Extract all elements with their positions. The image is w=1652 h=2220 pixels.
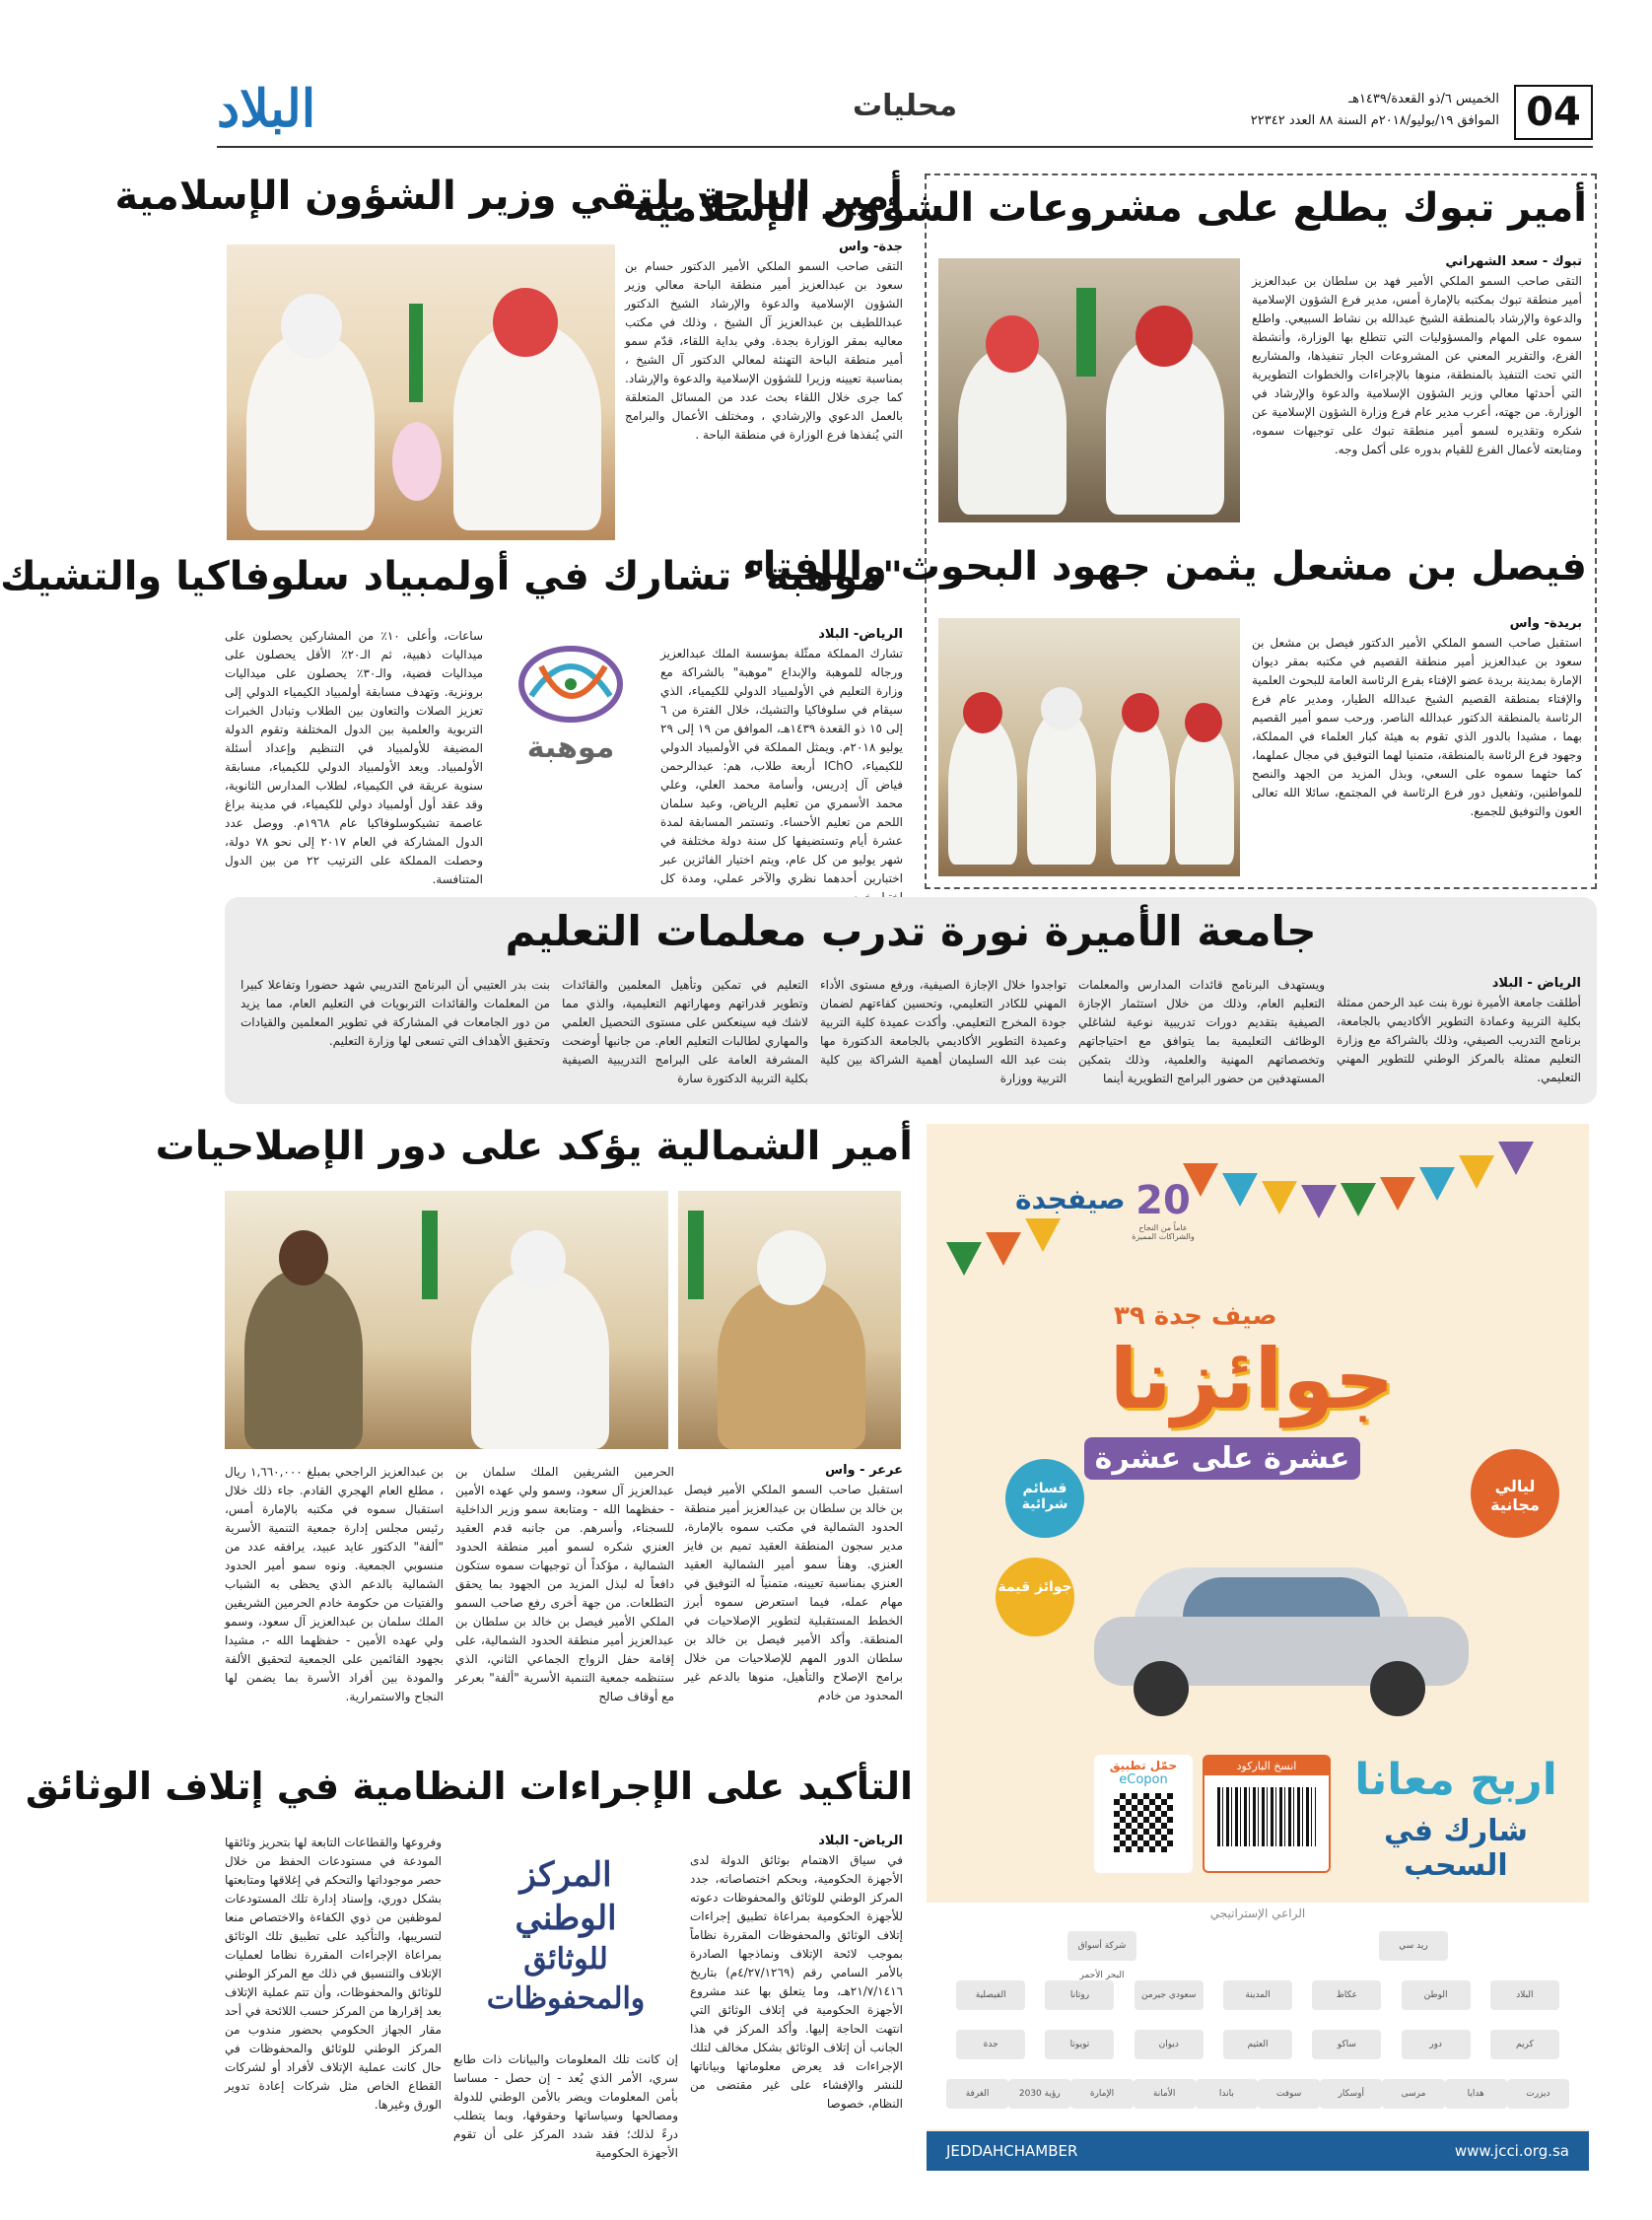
barcode-icon [1217,1787,1316,1846]
wathaeq-headline[interactable]: التأكيد على الإجراءات النظامية في إتلاف الوثائق [25,1765,913,1808]
ad-website[interactable]: www.jcci.org.sa [1454,2142,1569,2160]
ad-subtitle: عشرة على عشرة [1084,1437,1360,1480]
baha-body [625,240,903,545]
shamalia-col-3 [225,1463,444,1759]
ad-sponsors-panel [927,1903,1589,2129]
sponsor-logo[interactable]: هدايا [1445,2079,1507,2109]
sponsor-row-4 [946,2072,1569,2116]
wathaeq-logo-line2: الوطني [515,1899,617,1938]
dateline [1251,89,1499,132]
ad-slogan-1: اربح معانا [1354,1755,1557,1805]
sponsor-logo[interactable]: ديوان [1135,2030,1204,2059]
sponsor-logo[interactable]: سعودي جيرمن [1135,1980,1204,2010]
newspaper-logo[interactable]: البلاد [217,79,316,139]
mawhiba-headline[interactable]: "موهبة" تشارك في أولمبياد سلوفاكيا والتشيك [0,554,903,599]
noura-col-1 [1337,976,1581,1094]
ad-sponsors-title: الراعي الإستراتيجي [1209,1907,1306,1920]
noura-text-1: أطلقت جامعة الأميرة نورة بنت عبد الرحمن ممثلة بكلية التربية وعمادة التطوير الأكاديمي بالجامعة، برنامج التدريب الصيفي، وذلك بالشراكة مع وزارة التعليم ممثلة بالمركز الوطني للتطوير المهني التعليمي. [1337,996,1581,1084]
sponsor-logo[interactable]: الوطن [1402,1980,1471,2010]
shamalia-photo-1[interactable] [678,1191,901,1449]
sponsor-logo[interactable]: الإمارة [1070,2079,1133,2109]
tabuk-text: التقى صاحب السمو الملكي الأمير فهد بن سلطان بن عبدالعزيز أمير منطقة تبوك بمكتبه بالإمارة أمس، مدير فرع الشؤون الإسلامية والدعوة والإرشاد بالمنطقة الشيخ عبدالله بن نشاط السبيعي. واطلع سموه على المهام والمسؤوليات التي تتطلع بها الوزارة، وأنشطة الفرع، والتقرير المعني عن المشروعات الجار تنفيذها، والمشاريع التي تحت التنفيذ بالمنطقة، منوها بالإجراءات والخطوات التطويرية التي أحدثها معالي وزير الشؤون الإسلامية والدعوة والإرشاد في الوزارة. من جهته، أعرب مدير عام فرع وزارة الشؤون الإسلامية عن شكره وتقديره لسمو أمير منطقة تبوك على توجيهات سموه، ومتابعته لأعمال الفرع للقيام بدوره على أكمل وجه. [1252,274,1582,456]
ad-footer [927,2131,1589,2171]
faisal-byline: بريدة- واس [1509,616,1582,631]
noura-col-4 [562,976,808,1094]
baha-headline[interactable]: أمير الباحة يلتقي وزير الشؤون الإسلامية [114,173,903,219]
mawhiba-logo-text: موهبة [526,730,615,765]
faisal-photo[interactable] [938,618,1240,876]
ad-tag-nights: ليالي مجانية [1471,1449,1559,1538]
wathaeq-logo-line4: والمحفوظات [486,1981,646,2016]
noura-headline[interactable]: جامعة الأميرة نورة تدرب معلمات التعليم [505,907,1317,955]
tabuk-body [1252,254,1582,522]
ad-tag-prizes: جوائز قيمة [996,1558,1074,1636]
sponsor-logo[interactable]: باندا [1196,2079,1258,2109]
sponsor-logo[interactable]: ريد سي [1379,1931,1448,1961]
ad-app-name: eCopon [1119,1772,1168,1787]
wathaeq-col-3 [225,1834,442,2171]
sponsor-logo[interactable]: الأمانة [1134,2079,1196,2109]
sponsor-logo[interactable]: ديزرت [1507,2079,1569,2109]
shamalia-headline[interactable]: أمير الشمالية يؤكد على دور الإصلاحيات [155,1124,913,1169]
section-title: محليات [852,89,958,123]
sponsor-logo[interactable]: مرسى [1382,2079,1444,2109]
ad-app-label: حمّل تطبيق [1109,1759,1178,1772]
shamalia-photo-2[interactable] [225,1191,668,1449]
noura-text-4: التعليم في تمكين وتأهيل المعلمين والقائدات وتطوير قدراتهم ومهاراتهم التعليمية، والذي مما لاشك فيه سينعكس على مستوى التحصيل العلمي والمهاري لطالبات التعليم العام. من جانبها أوضحت المشرفة العامة على البرامج التدريبية الصيفية بكلية التربية الدكتورة سارة [562,978,808,1085]
ad-tag-coupons: قسائم شرائية [1005,1459,1084,1538]
sponsor-logo[interactable]: عكاظ [1312,1980,1381,2010]
noura-text-5: بنت بدر العتيبي أن البرنامج التدريبي شهد حضورا وتفاعلا كبيرا من المعلمات والقائدات التربويات في التعليم العام، مما يزيد من دور الجامعات في المشاركة في تطوير المعلمين والقيادات وتحقيق الأهداف التي تسعى لها وزارة التعليم. [241,978,550,1048]
sponsor-logo[interactable]: أوسكار [1320,2079,1382,2109]
sponsor-logo[interactable]: روتانا [1045,1980,1114,2010]
sponsor-logo[interactable]: رؤية 2030 [1008,2079,1070,2109]
shamalia-text-1: استقبل صاحب السمو الملكي الأمير فيصل بن خالد بن سلطان بن عبدالعزيز أمير منطقة الحدود الشمالية في مكتب سموه بالإمارة، مدير سجون المنطقة العقيد تميم بن فايز العنزي. وهنأ سمو أمير الشمالية العقيد العنزي بمناسبة تعيينه، متمنياً له التوفيق في مهام عمله، فيما استعرض سموه أبرز الخطط المستقبلية لتطوير الإصلاحيات في المنطقة. وأكد الأمير فيصل بن خالد بن سلطان الدور المهم للإصلاحيات من خلال برامج الإصلاح والتأهيل، منوها بالدعم غير المحدود من خادم [684,1483,903,1702]
wathaeq-byline: الرياض- البلاد [818,1834,903,1848]
ad-edition: صيف جدة ٣٩ [1114,1301,1277,1331]
shamalia-col-2 [455,1463,674,1759]
wathaeq-text-3: وفروعها والقطاعات التابعة لها بتحريز وثائقها المودعة في مستودعات الحفظ من خلال حصر موجوداتها والتحكم في إغلاقها ومتابعتها بشكل دوري، وإسناد إدارة تلك المستودعات لموظفين من ذوي الكفاءة والاختصاص منعا لتسريبها، والتأكيد على تطبيق تلك الوثائق بمراعاة الإجراءات المقررة نظاما لعمليات الإتلاف والتنسيق في ذلك مع المركز الوطني للوثائق والمحفوظات، وأن تتم عملية الإتلاف بعد إقرارها من المركز حسب اللائحة في أحد مقار الجهاز الحكومي بحضور مندوب من المركز الوطني للوثائق والمحفوظات في حال كانت عملية الإتلاف لأفراد أو لشركات القطاع الخاص مثل شركات إعادة تدوير الورق وغيرها. [225,1836,442,2112]
sponsor-row-1 [946,1924,1569,1980]
ad-barcode[interactable] [1203,1755,1331,1873]
tabuk-photo[interactable] [938,258,1240,522]
sponsor-logo[interactable]: دور [1402,2030,1471,2059]
faisal-headline[interactable]: فيصل بن مشعل يثمن جهود البحوث والإفتاء [742,544,1587,590]
shamalia-col-1 [684,1463,903,1759]
baha-byline: جدة- واس [839,240,903,254]
date-hijri: الخميس ٦/ذو القعدة/١٤٣٩هـ [1348,92,1499,106]
sponsor-logo[interactable]: كريم [1490,2030,1559,2059]
car-illustration [1094,1548,1469,1715]
wathaeq-logo[interactable] [453,1853,678,2041]
ad-slogan-2: شارك في السحب [1384,1814,1528,1883]
ad-badge-text: عاماً من النجاح والشراكات المميزة [1132,1223,1195,1241]
shamalia-byline: عرعر - واس [825,1463,903,1478]
ad-app[interactable] [1094,1755,1193,1873]
noura-col-2 [1078,976,1325,1094]
tabuk-headline[interactable]: أمير تبوك يطلع على مشروعات الشؤون الإسلامية [632,185,1587,231]
faisal-text: استقبل صاحب السمو الملكي الأمير الدكتور فيصل بن مشعل بن سعود بن عبدالعزيز أمير منطقة القصيم في مكتبه بمقر ديوان الإمارة بمدينة بريدة عضو الإفتاء بفرع الرئاسة العامة للبحوث العلمية والإفتاء بمنطقة القصيم الشيخ عبدالله الطيار، ومدير عام فرع الرئاسة بالمنطقة الدكتور عبدالله الناصر. ورحب سمو أمير القصيم بهما ، مشيدا بالدور الذي تقوم به هيئة كبار العلماء في المملكة، وجهود فرع الرئاسة بالمنطقة، متمنيا لهما التوفيق في مجال عملهما، كما حثهما سموه على السعي، وبذل المزيد من الجهد والنصح للمواطنين، وتفعيل دور فرع الرئاسة في المجتمع، سائلا الله تعالى العون والتوفيق للجميع. [1252,636,1582,818]
noura-byline: الرياض - البلاد [1491,976,1581,991]
noura-text-3: تواجدوا خلال الإجازة الصيفية، ورفع مستوى الأداء المهني للكادر التعليمي، وتحسين كفاءتهم لضمان جودة المخرج التعليمي. وأكدت عميدة كلية التربية وعميدة التطوير الأكاديمي بالجامعة الدكتورة مها بنت عبد الله السليمان أهمية الشراكة بين كلية التربية ووزارة [820,978,1067,1085]
mawhiba-body-right [660,627,903,885]
mawhiba-body-left [225,627,483,885]
wathaeq-logo-line1: المركز [519,1855,612,1895]
sponsor-logo[interactable]: سوفت [1258,2079,1320,2109]
ad-barcode-label: انسخ الباركود [1205,1757,1329,1775]
baha-text: التقى صاحب السمو الملكي الأمير الدكتور حسام بن سعود بن عبدالعزيز أمير منطقة الباحة معالي وزير الشؤون الإسلامية والدعوة والإرشاد الشيخ الدكتور عبداللطيف بن عبدالعزيز آل الشيخ ، وذلك في مكتب معاليه بمقر الوزارة بجدة. وفي بداية اللقاء، قدّم سمو أمير منطقة الباحة التهنئة لمعالي الدكتور آل الشيخ ، بمناسبة تعيينه وزيرا للشؤون الإسلامية والدعوة والإرشاد. كما جرى خلال اللقاء بحث عدد من المسائل المتعلقة بالعمل الدعوي والإرشادي ، ومختلف الأعمال والبرامج التي يُنفذها فرع الوزارة في منطقة الباحة . [625,259,903,442]
ad-anniversary-badge [1124,1178,1203,1241]
mawhiba-logo[interactable] [497,637,645,765]
noura-col-3 [820,976,1067,1094]
qr-code-icon [1114,1793,1173,1852]
ad-brand: صيفجدة [1015,1183,1126,1215]
sponsor-logo[interactable]: البلاد [1490,1980,1559,2010]
faisal-body [1252,616,1582,877]
sponsor-logo[interactable]: الفيصلية [956,1980,1025,2010]
ad-badge-number: 20 [1136,1178,1191,1223]
advertisement-jeddah-summer[interactable] [927,1124,1589,2171]
date-gregorian: الموافق ١٩/يوليو/٢٠١٨م السنة ٨٨ العدد ٢٢٣٤٢ [1250,113,1499,128]
sponsor-logo[interactable]: جدة [956,2030,1025,2059]
mawhiba-text-right: تشارك المملكة ممثّلة بمؤسسة الملك عبدالعزيز ورجاله للموهبة والإبداع "موهبة" بالشراكة مع وزارة التعليم في الأولمبياد الدولي للكيمياء، الذي سيقام في سلوفاكيا والتشيك، خلال الفترة من ٦ إلى ١٥ ذو القعدة ١٤٣٩هـ، الموافق من ١٩ إلى ٢٩ يوليو ٢٠١٨م. ويمثل المملكة في الأولمبياد الدولي للكيمياء، IChO أربعة طلاب، هم: عبدالرحمن فياض آل إدريس، وأسامة محمد العلي، وعلي محمد الأسمري من تعليم الرياض، وعبد سلمان اللحم من تعليم الأحساء. وتستمر المسابقة لمدة عشرة أيام وتستضيفها كل سنة دولة مختلفة في شهر يوليو من كل عام، ويتم اختيار الفائزين عبر اختبارين أحدهما نظري والآخر عملي، ومدة كل [660,647,904,885]
wathaeq-col-2 [453,2050,678,2171]
wathaeq-col-1 [690,1834,903,2171]
mawhiba-byline: الرياض- البلاد [818,627,903,642]
page-number: 04 [1514,85,1593,140]
masthead [217,79,1593,148]
sponsor-row-3 [946,2023,1569,2066]
sponsor-logo[interactable]: الغرفة [946,2079,1008,2109]
baha-photo[interactable] [227,244,615,540]
sponsor-logo[interactable]: ساكو [1312,2030,1381,2059]
ad-title: جوائزنا [1109,1331,1395,1427]
tabuk-byline: تبوك - سعد الشهراني [1445,254,1582,269]
sponsor-logo[interactable]: العثيم [1223,2030,1292,2059]
ad-social[interactable]: JEDDAHCHAMBER [946,2142,1078,2160]
sponsor-logo[interactable]: شركة أسواق البحر الأحمر [1067,1931,1136,1961]
shamalia-text-2: الحرمين الشريفين الملك سلمان بن عبدالعزيز آل سعود، وسمو ولي عهده الأمين - حفظهما الله - ومتابعة سمو وزير الداخلية للسجناء، وأسرهم. من جانبه قدم العقيد العنزي شكره لسمو أمير منطقة الحدود الشمالية ، مؤكداً أن توجيهات سموه ستكون دافعاً له لبذل المزيد من الجهود بما يحقق التطلعات. من جهة أخرى رفع صاحب السمو الملكي الأمير فيصل بن خالد بن سلطان بن عبدالعزيز أمير منطقة الحدود الشمالية، على إقامة حفل الزواج الجماعي الثاني، الذي ستنظمه جمعية التنمية الأسرية "ألفة" بعرعر مع أوقاف صالح [455,1465,674,1703]
sponsor-logo[interactable]: تويوتا [1045,2030,1114,2059]
sponsor-logo[interactable]: المدينة [1223,1980,1292,2010]
sponsor-row-2 [946,1974,1569,2017]
shamalia-text-3: بن عبدالعزيز الراجحي بمبلغ ١,٦٦٠,٠٠٠ ريال ، مطلع العام الهجري القادم. جاء ذلك خلال استقبال سموه في مكتبه بالإمارة أمس، رئيس مجلس إدارة جمعية التنمية الأسرية "ألفة" الدكتور عايد عبيد، يرافقه عدد من منسوبي الجمعية. ونوه سمو أمير الحدود الشمالية بالدعم الذي يحظى به الشباب والفتيات من حكومة خادم الحرمين الشريفين الملك سلمان بن عبدالعزيز آل سعود، وسمو ولي عهده الأمين - حفظهما الله -، مشيدا بجهود القائمين على الجمعية لتحقيق الألفة والمودة بين أفراد الأسرة بما يضمن لها النجاح والاستمرارية. [225,1465,444,1703]
wathaeq-text-2: إن كانت تلك المعلومات والبيانات ذات طابع سري، الأمر الذي يُعد - إن حصل - مساسا بأمن المعلومات ويضر بالأمن الوطني للدولة ومصالحها وسياساتها وحقوقها، وبما يتطلب درءً لذلك؛ فقد شدد المركز على أن تقوم الأجهزة الحكومية [453,2052,678,2160]
noura-col-5 [241,976,550,1094]
wathaeq-logo-line3: للوثائق [523,1942,608,1977]
wathaeq-text-1: في سياق الاهتمام بوثائق الدولة لدى الأجهزة الحكومية، وبحكم اختصاصاته، جدد المركز الوطني للوثائق والمحفوظات دعوته للأجهزة الحكومية بمراعاة تطبيق إجراءات إتلاف الوثائق والمحفوظات المقررة نظاماً بموجب لائحة الإتلاف ونماذجها الصادرة بالأمر السامي رقم (٤/٢٧/١٢٦٩م) بتاريخ ٢١/٧/١٤١٦هـ، وما يتعلق بها عند مشروع الأجهزة الحكومية في إتلاف الوثائق التي انتهت الحاجة إليها. وأكد المركز في هذا الجانب أن إتلاف الوثائق بشكل مخالف لتلك الإجراءات قد يعرض معلوماتها وبياناتها للنشر والإفشاء على غير مقتضى من النظام، خصوصا [690,1853,903,2111]
mawhiba-text-left: ساعات، وأعلى ١٠٪ من المشاركين يحصلون على ميداليات ذهبية، ثم الـ٢٠٪ الأقل يحصلون على ميداليات فضية، والـ٣٠٪ يحصلون على ميداليات برونزية. وتهدف مسابقة أولمبياد الكيمياء الدولي إلى تعزيز الصلات والتعاون بين الطلاب وتبادل الخبرات التربوية والعلمية بين الدول المختلفة وتقوم الدولة المضيفة للأولمبياد في التنظيم وإعداد أسئلة الأولمبياد. ويعد الأولمبياد الدولي للكيمياء، مسابقة سنوية عريقة في الكيمياء، لطلاب المدارس الثانوية، وقد عقد أول أولمبياد دولي للكيمياء، في مدينة براغ عاصمة تشيكوسلوفاكيا عام ١٩٦٨م. ووصل عدد الدول المشاركة في العام ٢٠١٧ إلى نحو ٧٨ دولة، وحصلت المملكة على الترتيب ٢٢ من بين الدول المتنافسة. [225,629,484,886]
noura-text-2: ويستهدف البرنامج قائدات المدارس والمعلمات التعليم العام، وذلك من خلال استثمار الإجازة الصيفية بتقديم دورات تدريبية نوعية لشاغلي الوظائف التعليمية بما يتوافق مع احتياجاتهم وتخصصاتهم المهنية والعلمية، وذلك بتمكين المستهدفين من حضور البرامج التطويرية أينما [1078,978,1325,1085]
